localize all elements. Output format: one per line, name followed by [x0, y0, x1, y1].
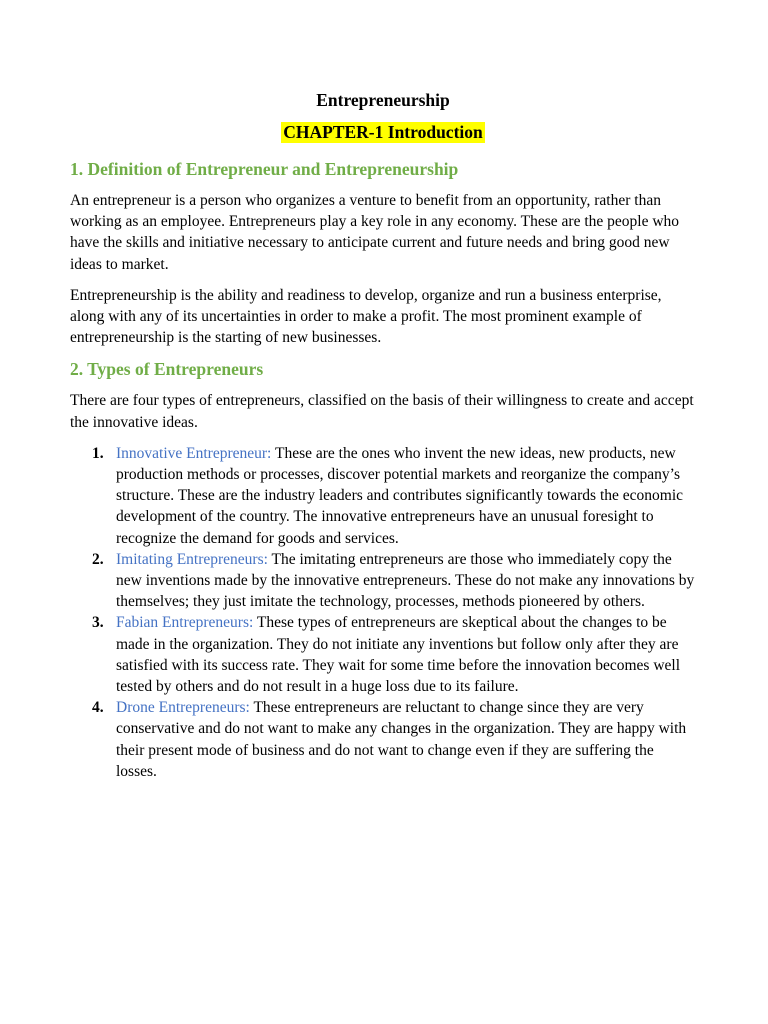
term-description: These are the ones who invent the new ideas, new products, new production methods or processes, discover potential markets and reorganize the company’s structure. These are the industry leaders and contributes significantly towards the economic development of the country. The innovative entrepreneurs have an unusual foresight to recognize the demand for goods and services.	[116, 444, 684, 547]
list-item	[70, 549, 696, 613]
term-description: These types of entrepreneurs are skeptical about the changes to be made in the organization. They do not initiate any inventions but follow only after they are satisfied with its success rate. They wait for some time before the innovation becomes well tested by others and do not result in a huge loss due to its failure.	[116, 614, 681, 696]
list-item	[70, 443, 696, 549]
term-description: These entrepreneurs are reluctant to change since they are very conservative and do not want to make any changes in the organization. They are happy with their present mode of business and do not want to change even if they are suffering the losses.	[116, 699, 687, 780]
list-number: 4.	[92, 699, 104, 717]
entrepreneur-types-list	[70, 443, 696, 782]
list-number: 2.	[92, 550, 104, 568]
section-heading-types: 2. Types of Entrepreneurs	[70, 359, 264, 380]
term-description: The imitating entrepreneurs are those who immediately copy the new inventions made by the innovative entrepreneurs. These do not make any innovations by themselves; they just imitate the technology, processes, methods pioneered by others.	[116, 550, 695, 611]
section-heading-definition: 1. Definition of Entrepreneur and Entrepreneurship	[70, 159, 459, 179]
chapter-title: CHAPTER-1 Introduction	[283, 122, 483, 142]
list-number: 3.	[92, 614, 104, 632]
term-label: Fabian Entrepreneurs:	[116, 614, 254, 632]
term-label: Imitating Entrepreneurs:	[116, 550, 268, 568]
list-item	[70, 612, 696, 697]
list-number: 1.	[92, 444, 104, 462]
term-label: Innovative Entrepreneur:	[116, 444, 272, 462]
term-label: Drone Entrepreneurs:	[116, 699, 250, 717]
paragraph-entrepreneurship-definition: Entrepreneurship is the ability and readiness to develop, organize and run a business enterprise, along with any of its uncertainties in order to make a profit. The most prominent example of entrepreneurship is the starting of new businesses.	[70, 286, 662, 347]
document-title: Entrepreneurship	[316, 90, 450, 110]
chapter-heading-row	[70, 122, 696, 145]
list-item	[70, 697, 696, 782]
paragraph-entrepreneur-definition: An entrepreneur is a person who organizes a venture to benefit from an opportunity, rather than working as an employee. Entrepreneurs play a key role in any economy. These are the people who have the skills and initiative necessary to anticipate current and future needs and bring good new ideas to market.	[70, 192, 680, 273]
paragraph-types-intro: There are four types of entrepreneurs, classified on the basis of their willingness to create and accept the innovative ideas.	[70, 392, 694, 431]
